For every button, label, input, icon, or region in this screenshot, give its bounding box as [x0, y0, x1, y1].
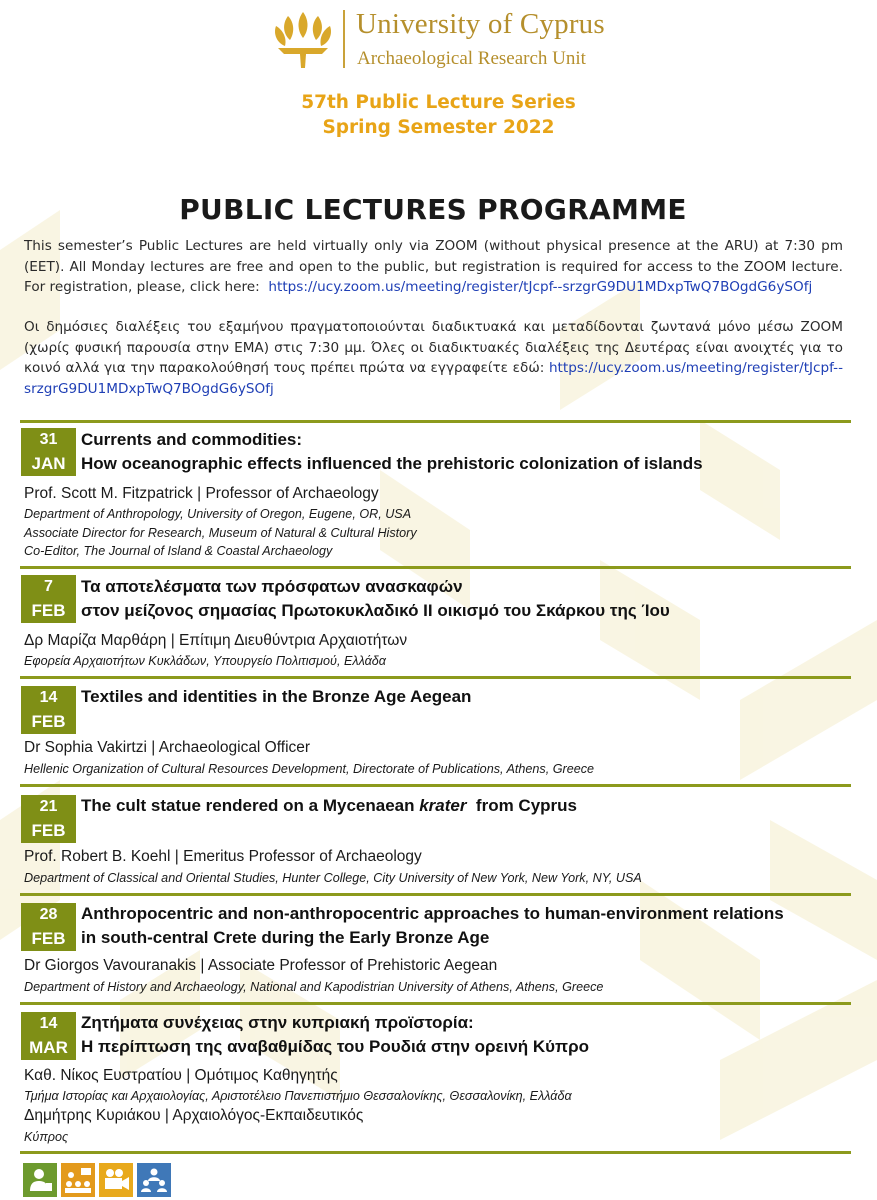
affiliation-line: Εφορεία Αρχαιοτήτων Κυκλάδων, Υπουργείο Πολιτισμού, Ελλάδα: [24, 654, 386, 668]
date-day: 28: [39, 906, 58, 923]
date-day: 14: [39, 689, 58, 706]
lecture-title-text: The cult statue rendered on a Mycenaean: [81, 796, 420, 815]
date-month: FEB: [31, 712, 66, 731]
speaker-line: Καθ. Νίκος Ευστρατίου | Ομότιμος Καθηγητής: [24, 1067, 338, 1084]
date-badge: [21, 686, 76, 734]
intro-greek: [24, 317, 843, 399]
affiliation-line: Department of History and Archaeology, National and Kapodistrian University of Athens, Athens, Greece: [24, 980, 604, 994]
date-day: 31: [39, 431, 58, 448]
speaker-position: Επίτιμη Διευθύντρια Αρχαιοτήτων: [179, 632, 408, 649]
date-month: JAN: [31, 454, 66, 473]
series-line-1: 57th Public Lecture Series: [301, 92, 576, 113]
lecture-title-line: Η περίπτωση της αναβαθμίδας του Ρουδιά στην ορεινή Κύπρο: [81, 1036, 589, 1056]
speaker-name: Prof. Robert B. Koehl: [24, 848, 171, 865]
lecture-title-line: Ζητήματα συνέχειας στην κυπριακή προϊστορία:: [81, 1013, 474, 1032]
date-month: FEB: [31, 929, 66, 948]
date-day: 14: [39, 1015, 58, 1032]
university-name: University of Cyprus: [356, 8, 605, 40]
speaker-position: Associate Professor of Prehistoric Aegean: [207, 957, 498, 974]
lecture-title-line: Currents and commodities:: [81, 430, 303, 449]
speaker-name: Dr Giorgos Vavouranakis: [24, 957, 197, 974]
speaker-person-icon: [23, 1163, 57, 1197]
date-month: FEB: [31, 601, 66, 620]
affiliation-line: Κύπρος: [24, 1130, 69, 1144]
audience-group-icon: [61, 1163, 95, 1197]
lecture-title-line: in south-central Crete during the Early Bronze Age: [81, 927, 490, 947]
affiliation-line: Associate Director for Research, Museum of Natural & Cultural History: [24, 525, 417, 540]
affiliation-line: Department of Classical and Oriental Studies, Hunter College, City University of New York, New York, NY, USA: [24, 871, 642, 885]
speaker-line: Prof. Scott M. Fitzpatrick | Professor of Archaeology: [24, 485, 379, 502]
speaker-affiliation: [24, 869, 642, 888]
speaker-name: Prof. Scott M. Fitzpatrick: [24, 485, 193, 502]
speaker-affiliation: [24, 760, 594, 779]
registration-link-gr[interactable]: https://ucy.zoom.us/meeting/register/tJcpf--srzgrG9DU1MDxpTwQ7BOgdG6ySOfj: [24, 360, 843, 397]
date-badge: [21, 795, 76, 843]
lecture-title-italic: krater: [419, 796, 467, 815]
affiliation-line: Hellenic Organization of Cultural Resources Development, Directorate of Publications, Athens, Greece: [24, 762, 595, 776]
speaker-affiliation: [24, 978, 603, 997]
cypriot-leaf-logo-icon: [270, 4, 336, 70]
divider-rule: [20, 676, 851, 679]
speaker-name: Δημήτρης Κυριάκου: [24, 1107, 161, 1124]
series-line-2: Spring Semester 2022: [322, 117, 555, 138]
lecture-title: [81, 902, 784, 949]
divider-rule: [20, 1002, 851, 1005]
speaker-position: Αρχαιολόγος-Εκπαιδευτικός: [172, 1107, 364, 1124]
speaker-affiliation: [24, 652, 386, 671]
speaker-affiliation: [24, 1128, 68, 1147]
speaker-name: Dr Sophia Vakirtzi: [24, 739, 147, 756]
divider-rule: [20, 420, 851, 423]
speaker-line: Dr Sophia Vakirtzi | Archaeological Officer: [24, 739, 311, 756]
speaker-position: Archaeological Officer: [158, 739, 311, 756]
divider-rule: [20, 566, 851, 569]
date-badge: [21, 575, 76, 623]
speaker-line: Δρ Μαρίζα Μαρθάρη | Επίτιμη Διευθύντρια Αρχαιοτήτων: [24, 632, 408, 649]
lecture-title: [81, 575, 670, 622]
unit-name: Archaeological Research Unit: [357, 48, 586, 69]
speaker-name: Καθ. Νίκος Ευστρατίου: [24, 1067, 182, 1084]
speaker-affiliation: [24, 1087, 572, 1106]
divider-rule: [20, 893, 851, 896]
page-title: PUBLIC LECTURES PROGRAMME: [179, 193, 687, 226]
lecture-title: [81, 428, 703, 475]
video-camera-icon: [99, 1163, 133, 1197]
lecture-title-text: from Cyprus: [466, 796, 578, 815]
date-badge: [21, 1012, 76, 1060]
lecture-title: [81, 685, 471, 709]
affiliation-line: Τμήμα Ιστορίας και Αρχαιολογίας, Αριστοτέλειο Πανεπιστήμιο Θεσσαλονίκης, Θεσσαλονίκη, Ελλάδα: [24, 1089, 572, 1103]
divider-rule: [20, 784, 851, 787]
lecture-title-line: Τα αποτελέσματα των πρόσφατων ανασκαφών: [81, 577, 463, 596]
speaker-line: Dr Giorgos Vavouranakis | Associate Professor of Prehistoric Aegean: [24, 957, 498, 974]
intro-english: [24, 236, 843, 298]
affiliation-line: Department of Anthropology, University of Oregon, Eugene, OR, USA: [24, 507, 412, 521]
logo-divider: [343, 10, 345, 68]
date-month: MAR: [29, 1038, 68, 1057]
speaker-position: Emeritus Professor of Archaeology: [183, 848, 422, 865]
speaker-line: Prof. Robert B. Koehl | Emeritus Professor of Archaeology: [24, 848, 422, 865]
speaker-name: Δρ Μαρίζα Μαρθάρη: [24, 632, 167, 649]
lecture-title: [81, 794, 577, 818]
online-meeting-icon: [137, 1163, 171, 1197]
lecture-title: [81, 1011, 589, 1058]
lecture-title-line: Anthropocentric and non-anthropocentric approaches to human-environment relations: [81, 904, 784, 923]
speaker-line: Δημήτρης Κυριάκου | Αρχαιολόγος-Εκπαιδευτικός: [24, 1107, 364, 1124]
date-month: FEB: [31, 821, 66, 840]
date-day: 21: [39, 798, 58, 815]
lecture-title-line: στον μείζονος σημασίας Πρωτοκυκλαδικό ΙΙ οικισμό του Σκάρκου της Ίου: [81, 600, 670, 620]
intro-greek-text: Οι δημόσιες διαλέξεις του εξαμήνου πραγματοποιούνται διαδικτυακά και μεταδίδονται ζωντανά μόνο μέσω ZOOM (χωρίς φυσική παρουσία στην ΕΜΑ) στις 7:30 μμ. Όλες οι διαδικτυακές διαλέξεις της Δευτέρας είναι ανοιχτές για το κοινό αλλά για την παρακολούθησή τους πρέπει πρώτα να εγγραφείτε εδώ:: [24, 319, 843, 376]
lecture-title-line: How oceanographic effects influenced the prehistoric colonization of islands: [81, 453, 703, 473]
speaker-position: Ομότιμος Καθηγητής: [194, 1067, 338, 1084]
affiliation-line: Co-Editor, The Journal of Island & Coastal Archaeology: [24, 544, 333, 558]
speaker-affiliation: [24, 505, 417, 561]
date-day: 7: [44, 578, 53, 595]
registration-link-en[interactable]: https://ucy.zoom.us/meeting/register/tJcpf--srzgrG9DU1MDxpTwQ7BOgdG6ySOfj: [268, 279, 813, 295]
divider-rule: [20, 1151, 851, 1154]
series-heading: [0, 90, 877, 140]
date-badge: [21, 903, 76, 951]
date-badge: [21, 428, 76, 476]
lecture-title-line: Textiles and identities in the Bronze Age Aegean: [81, 687, 472, 706]
speaker-position: Professor of Archaeology: [205, 485, 379, 502]
intro-english-text: This semester’s Public Lectures are held virtually only via ZOOM (without physical presence at the ARU) at 7:30 pm (EET). All Monday lectures are free and open to the public, but registration is required for access to the ZOOM lecture. For registration, please, click here:: [24, 238, 843, 295]
